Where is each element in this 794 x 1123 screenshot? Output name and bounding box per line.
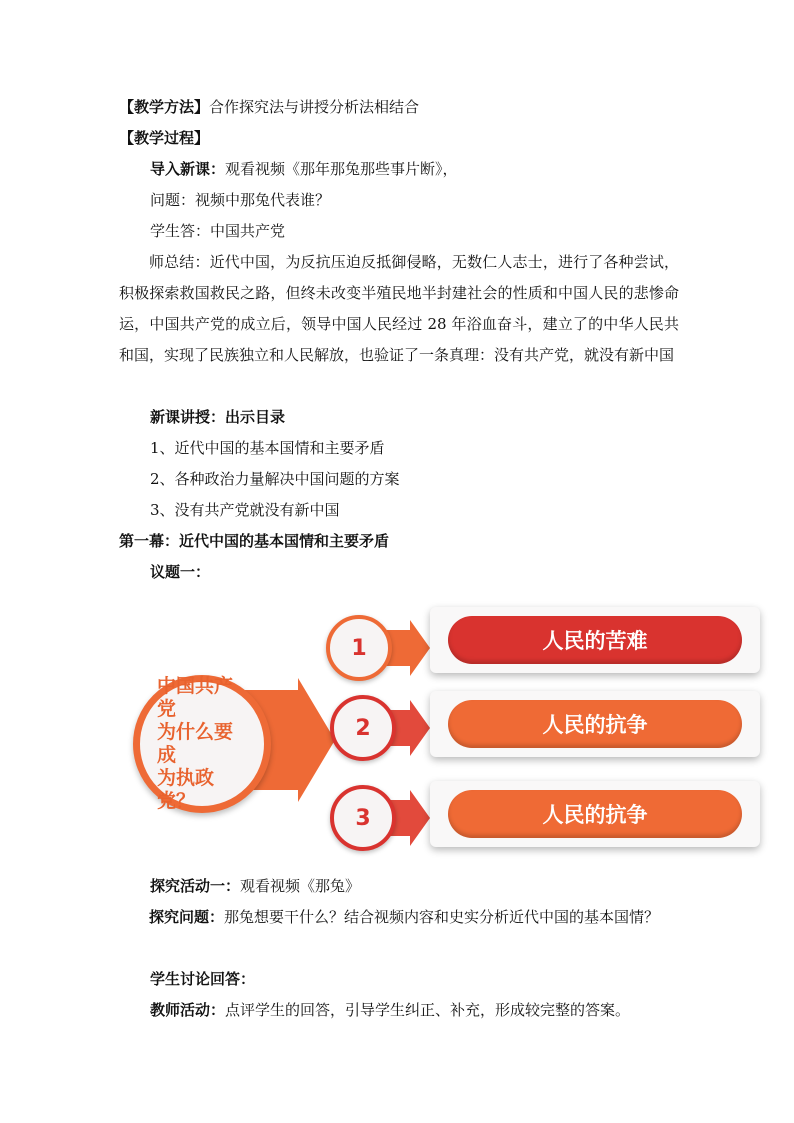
number-circle-1: 1 [326, 615, 392, 681]
center-question-line: 为什么要成 [157, 721, 234, 766]
act-one-heading: 第一幕：近代中国的基本国情和主要矛盾 [119, 532, 390, 550]
teacher-activity-text: 点评学生的回答，引导学生纠正、补充，形成较完整的答案。 [225, 1001, 631, 1019]
explore-question-text: 那兔想要干什么？结合视频内容和史实分析近代中国的基本国情？ [224, 908, 660, 926]
intro-line [150, 154, 458, 185]
teaching-process-heading [119, 123, 209, 154]
item-pill-3: 人民的抗争 [448, 790, 742, 838]
teacher-summary-paragraph: 师总结：近代中国，为反抗压迫反抵御侵略，无数仁人志士，进行了各种尝试，积极探索救国救民之路，但终未改变半殖民地半封建社会的性质和中国人民的悲惨命运，中国共产党的成立后，领导中国人民经过 28 年浴血奋斗，建立了的中华人民共和国，实现了民族独立和人民解放，也验证了一条真理：没有共产党，就没有新中国 [119, 253, 679, 364]
intro-text: 观看视频《那年那兔那些事片断》， [225, 160, 458, 178]
item-card-1 [430, 607, 760, 673]
new-lesson-line [150, 402, 285, 433]
toc-item: 2、各种政治力量解决中国问题的方案 [150, 470, 400, 488]
item-pill-1: 人民的苦难 [448, 616, 742, 664]
explore-question-label: 探究问题： [149, 908, 225, 926]
explore-activity-line [150, 871, 360, 902]
question-line: 问题：视频中那兔代表谁？ [150, 191, 331, 209]
teacher-activity-label: 教师活动： [150, 1001, 226, 1019]
center-question-circle [133, 675, 271, 813]
center-question-line: 为执政党？ [157, 767, 215, 812]
intro-label: 导入新课： [150, 160, 226, 178]
teaching-process-label: 【教学过程】 [119, 129, 210, 147]
explore-activity-label: 探究活动一： [150, 877, 241, 895]
number-circle-3: 3 [330, 785, 396, 851]
new-lesson-label: 新课讲授：出示目录 [150, 408, 286, 426]
teaching-method-label: 【教学方法】 [119, 98, 210, 116]
teaching-method-line [119, 92, 419, 123]
item-card-2 [430, 691, 760, 757]
center-question-line: 中国共产党 [157, 675, 234, 720]
item-pill-2: 人民的抗争 [448, 700, 742, 748]
discussion-label: 学生讨论回答： [150, 970, 256, 988]
topic-diagram [120, 600, 780, 865]
item-card-3 [430, 781, 760, 847]
toc-item: 3、没有共产党就没有新中国 [150, 501, 340, 519]
teacher-activity-line [150, 995, 630, 1026]
answer-line: 学生答：中国共产党 [150, 222, 286, 240]
explore-activity-text: 观看视频《那兔》 [240, 877, 361, 895]
teaching-method-text: 合作探究法与讲授分析法相结合 [209, 98, 420, 116]
explore-question-paragraph [119, 902, 679, 933]
toc-item: 1、近代中国的基本国情和主要矛盾 [150, 439, 385, 457]
number-circle-2: 2 [330, 695, 396, 761]
topic-one-label: 议题一： [150, 563, 211, 581]
discussion-line [150, 964, 255, 995]
